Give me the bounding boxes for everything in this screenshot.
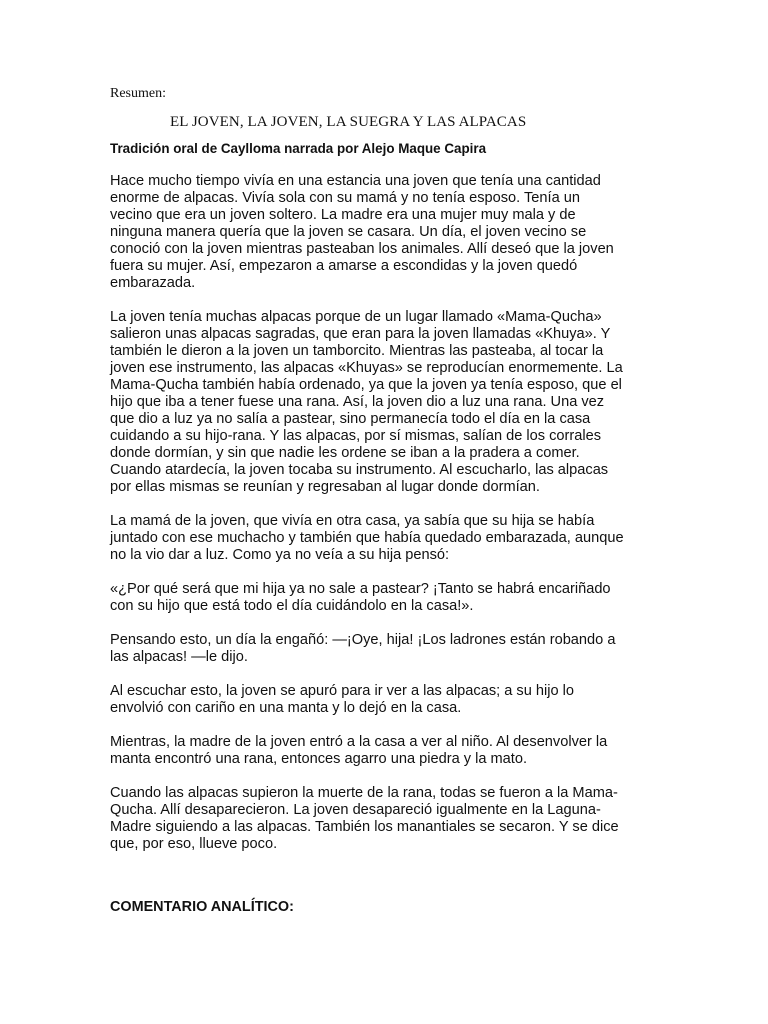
paragraph-line: que dio a luz ya no salía a pastear, sino permanecía todo el día en la casa xyxy=(110,411,591,427)
paragraph-line: fuera su mujer. Así, empezaron a amarse a escondidas y la joven quedó xyxy=(110,258,578,274)
paragraph-line: La joven tenía muchas alpacas porque de un lugar llamado «Mama-Qucha» xyxy=(110,309,602,325)
story-paragraph xyxy=(110,581,670,615)
paragraph-line: Madre siguiendo a las alpacas. También los manantiales se secaron. Y se dice xyxy=(110,819,619,835)
paragraph-line: manta encontró una rana, entonces agarro una piedra y la mato. xyxy=(110,751,527,767)
story-paragraph xyxy=(110,683,670,717)
paragraph-line: Mientras, la madre de la joven entró a la casa a ver al niño. Al desenvolver la xyxy=(110,734,608,750)
story-paragraph xyxy=(110,309,670,496)
paragraph-line: ninguna manera quería que la joven se casara. Un día, el joven vecino se xyxy=(110,224,587,240)
paragraph-line: embarazada. xyxy=(110,275,196,291)
paragraph-line: joven ese instrumento, las alpacas «Khuyas» se reproducían enormemente. La xyxy=(110,360,623,376)
paragraph-line: también le dieron a la joven un tamborcito. Mientras las pasteaba, al tocar la xyxy=(110,343,604,359)
paragraph-line: Cuando las alpacas supieron la muerte de la rana, todas se fueron a la Mama- xyxy=(110,785,618,801)
paragraph-line: las alpacas! —le dijo. xyxy=(110,649,248,665)
story-paragraph xyxy=(110,785,670,853)
paragraph-line: Al escuchar esto, la joven se apuró para ir ver a las alpacas; a su hijo lo xyxy=(110,683,575,699)
paragraph-line: por ellas mismas se reunían y regresaban al lugar donde dormían. xyxy=(110,479,540,495)
paragraph-line: donde dormían, y sin que nadie les ordene se iban a la pradera a comer. xyxy=(110,445,580,461)
paragraph-line: cuidando a su hijo-rana. Y las alpacas, por sí mismas, salían de los corrales xyxy=(110,428,602,444)
story-paragraph xyxy=(110,734,670,768)
resumen-label: Resumen: xyxy=(110,86,166,101)
story-paragraph xyxy=(110,632,670,666)
paragraph-line: Qucha. Allí desaparecieron. La joven desapareció igualmente en la Laguna- xyxy=(110,802,601,818)
paragraph-line: juntado con ese muchacho y también que había quedado embarazada, aunque xyxy=(110,530,624,546)
paragraph-line: enorme de alpacas. Vivía sola con su mamá y no tenía esposo. Tenía un xyxy=(110,190,580,206)
paragraph-line: Mama-Qucha también había ordenado, ya que la joven ya tenía esposo, que el xyxy=(110,377,622,393)
paragraph-line: Hace mucho tiempo vivía en una estancia una joven que tenía una cantidad xyxy=(110,173,601,189)
paragraph-line: «¿Por qué será que mi hija ya no sale a pastear? ¡Tanto se habrá encariñado xyxy=(110,581,611,597)
paragraph-line: que, por eso, llueve poco. xyxy=(110,836,278,852)
section-heading: COMENTARIO ANALÍTICO: xyxy=(110,899,294,915)
paragraph-line: La mamá de la joven, que vivía en otra casa, ya sabía que su hija se había xyxy=(110,513,595,529)
paragraph-line: conoció con la joven mientras pasteaban los animales. Allí deseó que la joven xyxy=(110,241,614,257)
paragraph-line: no la vio dar a luz. Como ya no veía a su hija pensó: xyxy=(110,547,450,563)
paragraph-line: Cuando atardecía, la joven tocaba su instrumento. Al escucharlo, las alpacas xyxy=(110,462,609,478)
paragraph-line: envolvió con cariño en una manta y lo dejó en la casa. xyxy=(110,700,462,716)
document-subtitle: Tradición oral de Caylloma narrada por Alejo Maque Capira xyxy=(110,141,487,156)
story-paragraph xyxy=(110,513,670,564)
paragraph-line: con su hijo que está todo el día cuidándolo en la casa!». xyxy=(110,598,474,614)
paragraph-line: Pensando esto, un día la engañó: —¡Oye, hija! ¡Los ladrones están robando a xyxy=(110,632,616,648)
paragraph-line: salieron unas alpacas sagradas, que eran para la joven llamadas «Khuya». Y xyxy=(110,326,611,342)
story-body xyxy=(110,173,670,870)
paragraph-line: hijo que iba a tener fuese una rana. Así, la joven dio a luz una rana. Una vez xyxy=(110,394,605,410)
story-paragraph xyxy=(110,173,670,292)
paragraph-line: vecino que era un joven soltero. La madre era una mujer muy mala y de xyxy=(110,207,576,223)
document-title: EL JOVEN, LA JOVEN, LA SUEGRA Y LAS ALPACAS xyxy=(170,114,527,130)
